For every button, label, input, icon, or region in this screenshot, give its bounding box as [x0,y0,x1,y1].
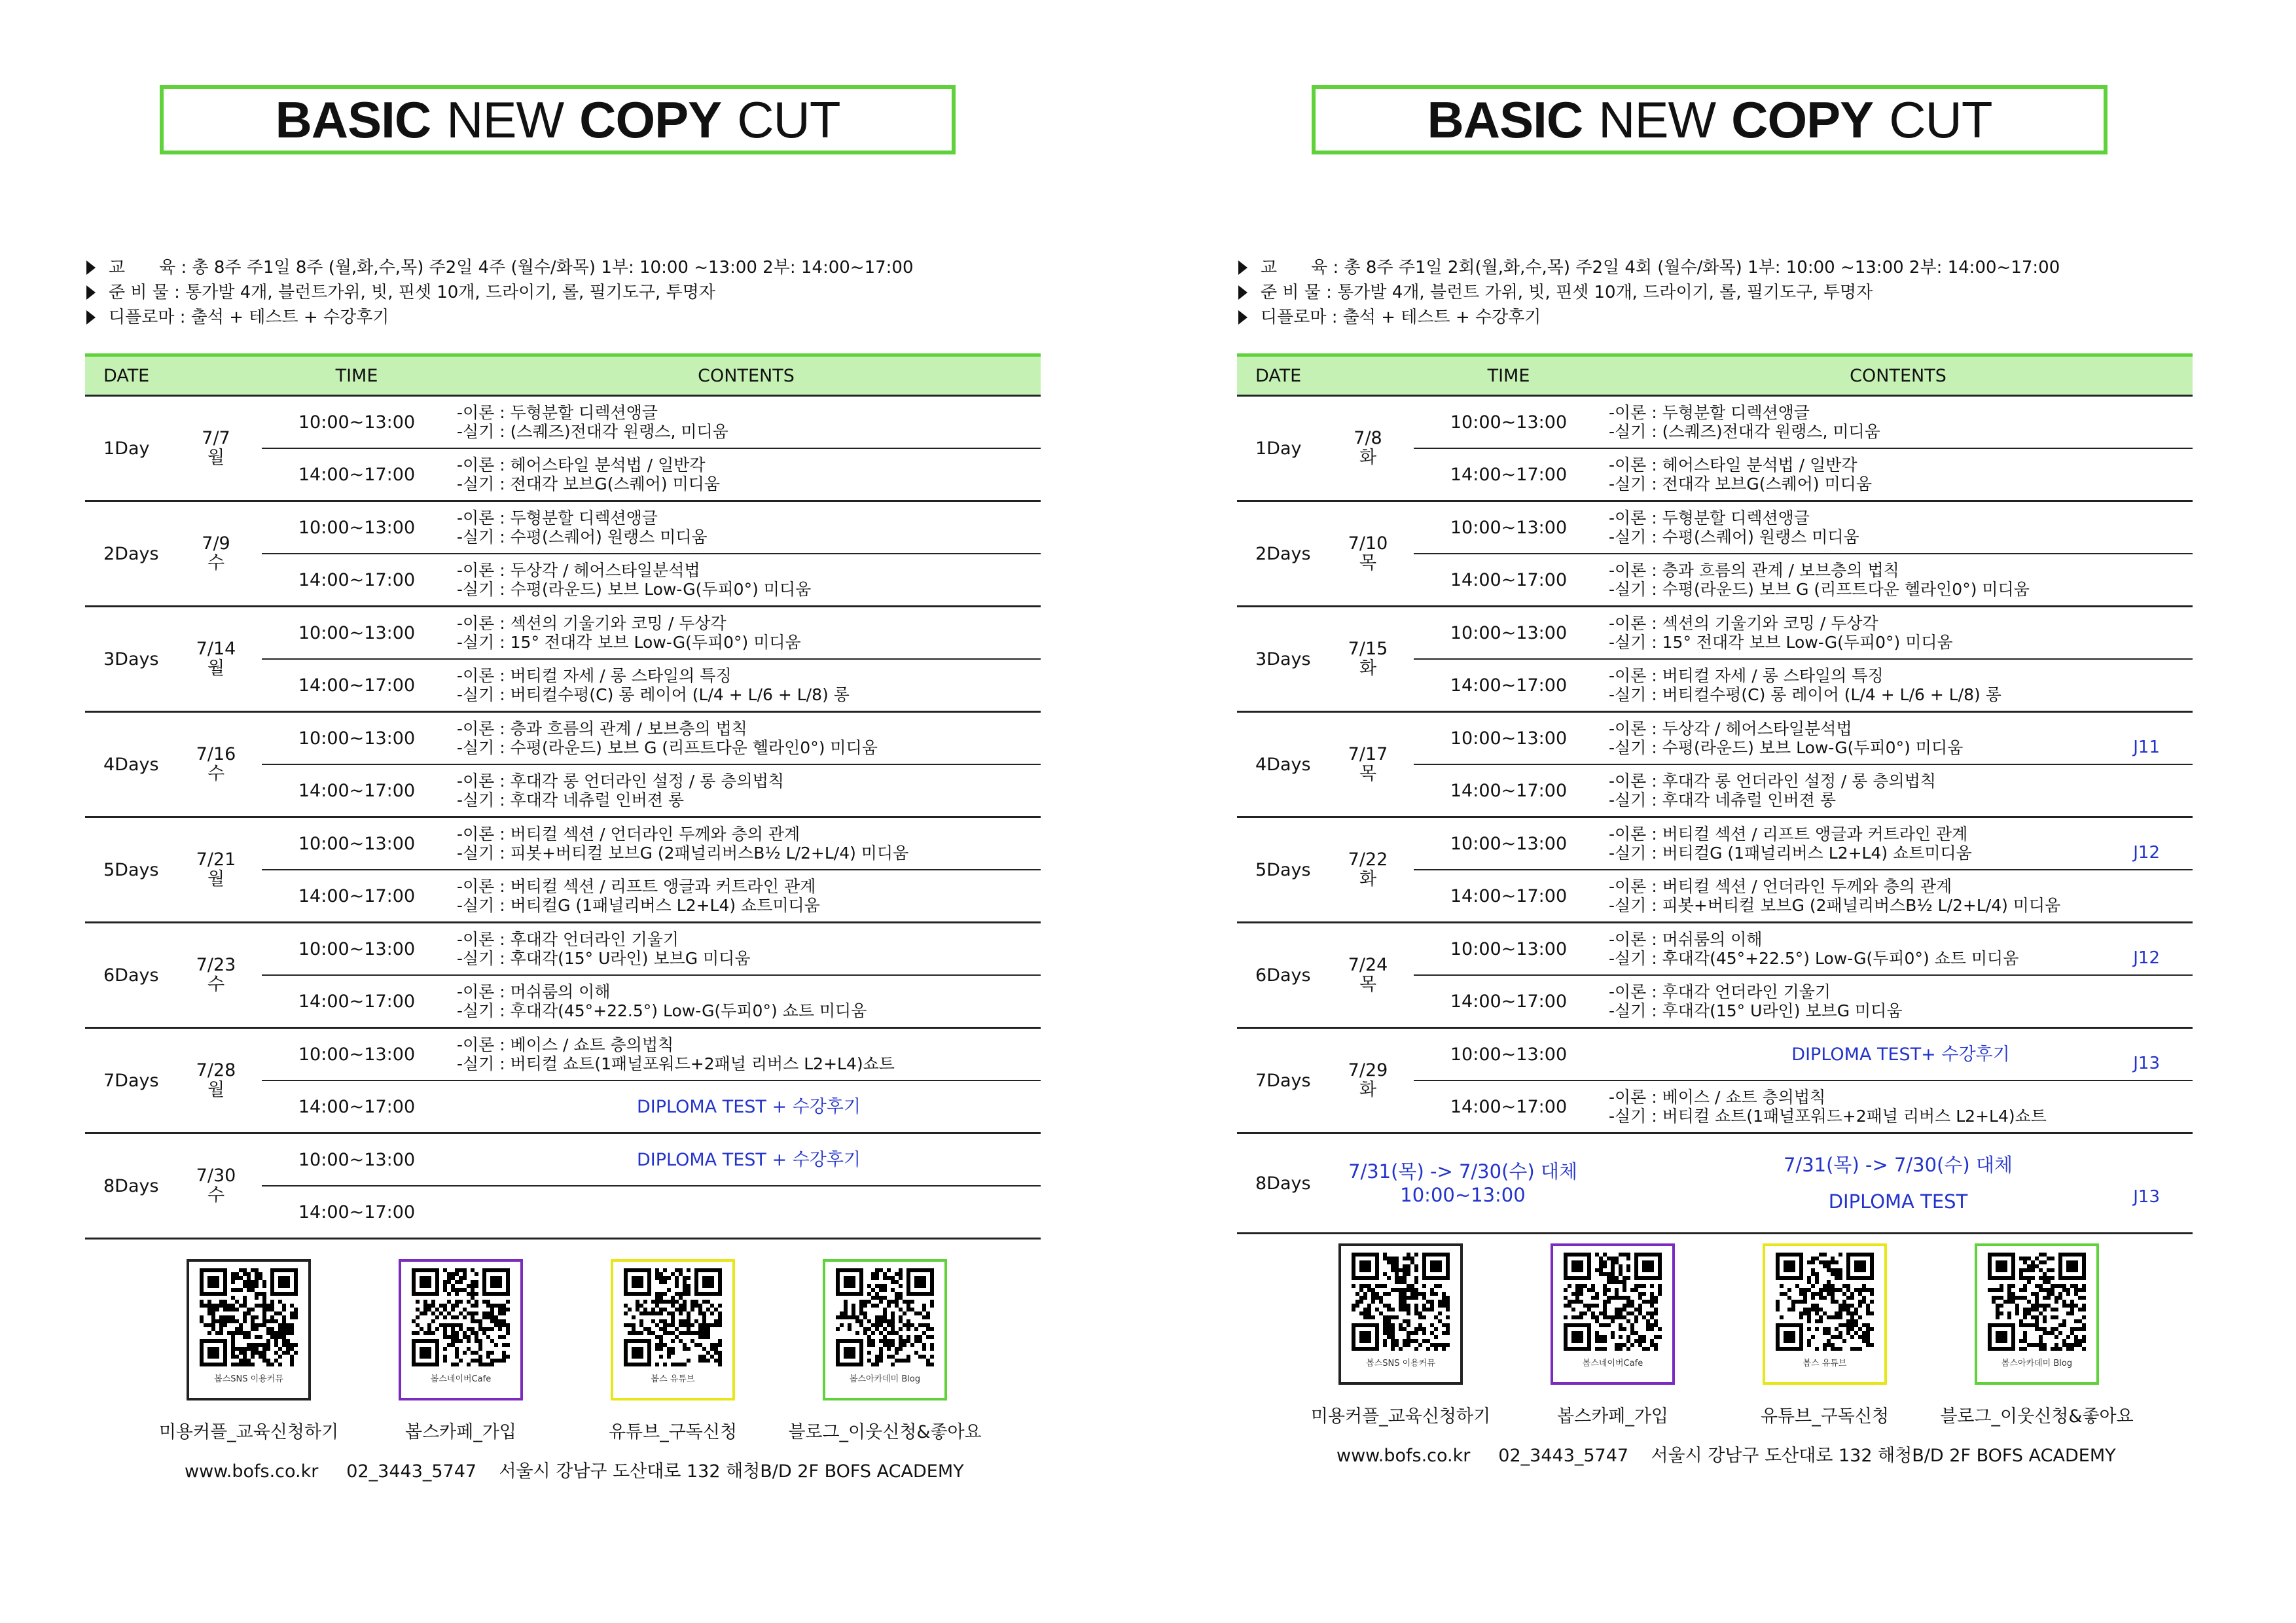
date-cell [170,1028,262,1133]
date-cell [1322,396,1414,501]
title-word-new: NEW [446,90,564,149]
day-label: 5Days [85,817,170,923]
day-label: 6Days [1237,923,1322,1028]
content-practice: -실기 : 후대각(15° U라인) 보브G 미디움 [457,949,751,968]
qr-caption: 봅스아카데미 Blog [2001,1359,2073,1368]
date-value: 7/23 [196,955,236,975]
time-slot-2: 14:00~17:00 [262,448,452,501]
content-practice: -실기 : 후대각 네츄럴 인버젼 롱 [457,791,684,810]
content-theory: -이론 : 베이스 / 쇼트 층의법칙 [457,1035,674,1054]
time-slot-2: 14:00~17:00 [262,870,452,923]
info-schedule: 교 육 : 총 8주 주1일 2회(월,화,수,목) 주2일 4회 (월수/화목) 1부: 10:00 ~13:00 2부: 14:00~17:00 [1261,258,2060,277]
date-value: 7/22 [1348,849,1388,870]
content-theory: -이론 : 버티컬 섹션 / 리프트 앵글과 커트라인 관계 [457,877,816,896]
qr-code-frame[interactable] [611,1259,735,1400]
day-label: 7Days [1237,1028,1322,1133]
substitute-date-cell [1322,1133,1604,1234]
day-label: 6Days [85,923,170,1028]
qr-code-icon[interactable] [1352,1253,1450,1351]
content-theory: -이론 : 후대각 언더라인 기울기 [457,930,679,949]
qr-item[interactable] [355,1259,567,1443]
weekday: 화 [1359,448,1377,468]
date-cell [170,923,262,1028]
date-cell [1322,923,1414,1028]
footer [1336,1441,2116,1467]
qr-label[interactable]: 유튜브_구독신청 [1760,1406,1890,1427]
qr-code-frame[interactable] [399,1259,523,1400]
content-practice: -실기 : 피봇+버티컬 보브G (2패널리버스B½ L/2+L/4) 미디움 [457,844,909,863]
time-slot-2: 14:00~17:00 [262,659,452,712]
time-slot-2: 14:00~17:00 [262,1080,452,1133]
time-slot-1: 10:00~13:00 [262,923,452,976]
qr-item[interactable] [567,1259,779,1443]
content-theory: -이론 : 버티컬 자세 / 롱 스타일의 특징 [457,666,732,685]
content-practice: -실기 : (스퀘즈)전대각 원랭스, 미디움 [457,422,728,441]
day-row-first [85,607,1041,660]
date-cell [1322,712,1414,817]
triangle-bullet-icon [86,285,96,300]
time-slot-2: 14:00~17:00 [1414,659,1604,712]
info-materials: 준 비 물 : 통가발 4개, 블런트 가위, 빗, 핀셋 10개, 드라이기, 롤, 필기도구, 투명자 [1261,283,1873,302]
contents-slot-1 [452,396,1041,449]
contents-slot-2 [1604,554,2193,607]
day-row-first [85,1133,1041,1186]
info-materials: 준 비 물 : 통가발 4개, 블런트가위, 빗, 핀셋 10개, 드라이기, 롤, 필기도구, 투명자 [109,283,715,302]
qr-code-icon[interactable] [200,1268,298,1366]
date-cell [170,712,262,817]
day-label: 2Days [1237,501,1322,607]
contents-slot-1 [1604,501,2193,554]
content-theory: -이론 : 머쉬룸의 이해 [1609,930,1763,949]
class-code-tag: J13 [2133,1187,2160,1207]
content-practice: -실기 : 버티컬G (1패널리버스 L2+L4) 쇼트미디움 [457,896,820,915]
qr-code-icon[interactable] [1988,1253,2086,1351]
day-label: 2Days [85,501,170,607]
header-contents: CONTENTS [452,355,1041,396]
weekday: 월 [207,869,225,889]
day-label: 1Day [1237,396,1322,501]
info-diploma: 디플로마 : 출석 + 테스트 + 수강후기 [1261,308,1541,327]
class-code-tag: J13 [2133,1054,2160,1073]
date-cell [1322,607,1414,712]
content-practice: -실기 : 전대각 보브G(스퀘어) 미디움 [1609,474,1873,493]
day-row-first [1237,396,2193,449]
date-value: 7/17 [1348,744,1388,764]
contents-slot-2 [1604,764,2193,817]
qr-code-icon[interactable] [1776,1253,1874,1351]
content-practice: -실기 : 수평(라운드) 보브 Low-G(두피0°) 미디움 [1609,738,1964,757]
date-value: 7/24 [1348,955,1388,975]
content-practice: -실기 : 15° 전대각 보브 Low-G(두피0°) 미디움 [457,633,801,652]
weekday: 수 [207,553,225,573]
weekday: 화 [1359,1080,1377,1100]
course-info [86,255,914,330]
time-slot-1: 10:00~13:00 [262,1133,452,1186]
content-practice: -실기 : 후대각(15° U라인) 보브G 미디움 [1609,1001,1903,1020]
contents-slot-2 [1604,870,2193,923]
qr-code-icon[interactable] [1564,1253,1662,1351]
qr-code-icon[interactable] [624,1268,722,1366]
qr-row [143,1259,991,1443]
day-row-first [85,501,1041,554]
time-slot-2: 14:00~17:00 [262,1186,452,1239]
substitute-time: 10:00~13:00 [1400,1184,1526,1206]
day-label: 1Day [85,396,170,501]
day-row-first [85,712,1041,765]
qr-caption: 봅스네이버Cafe [1582,1359,1643,1368]
qr-row [1295,1243,2143,1427]
content-practice: -실기 : 후대각(45°+22.5°) Low-G(두피0°) 쇼트 미디움 [457,1001,867,1020]
content-theory: -이론 : 두형분할 디렉션앵글 [1609,403,1810,422]
class-code-tag: J12 [2133,948,2160,968]
content-practice: -실기 : 후대각 네츄럴 인버젼 롱 [1609,791,1836,810]
qr-code-frame[interactable] [1763,1243,1887,1385]
content-practice: -실기 : 15° 전대각 보브 Low-G(두피0°) 미디움 [1609,633,1953,652]
contents-slot-2 [1604,975,2193,1028]
contents-slot-1 [452,1133,1041,1186]
contents-slot-2 [452,870,1041,923]
time-slot-2: 14:00~17:00 [1414,764,1604,817]
diploma-test-text: DIPLOMA TEST [1828,1190,1968,1213]
weekday: 월 [207,1080,225,1100]
time-slot-1: 10:00~13:00 [1414,607,1604,660]
day-row-first [1237,607,2193,660]
contents-slot-1 [1604,607,2193,660]
time-slot-1: 10:00~13:00 [262,1028,452,1081]
title-word-new: NEW [1598,90,1716,149]
content-practice: -실기 : 버티컬수평(C) 롱 레이어 (L/4 + L/6 + L/8) 롱 [457,685,850,704]
page-title [1312,85,2108,154]
qr-code-frame[interactable] [1551,1243,1675,1385]
qr-code-icon[interactable] [836,1268,934,1366]
content-practice: -실기 : 버티컬 쇼트(1패널포워드+2패널 리버스 L2+L4)쇼트 [1609,1107,2047,1126]
weekday: 수 [207,764,225,784]
contents-slot-2 [452,448,1041,501]
contents-slot-1 [452,712,1041,765]
diploma-test-text: DIPLOMA TEST+ 수강후기 [1791,1044,2010,1065]
contents-slot-1 [452,1028,1041,1081]
date-cell [1322,1028,1414,1133]
day-row-special [1237,1133,2193,1234]
content-theory: -이론 : 후대각 롱 언더라인 설정 / 롱 층의법칙 [1609,772,1936,791]
qr-caption: 봅스 유튜브 [651,1374,695,1384]
qr-label[interactable]: 유튜브_구독신청 [608,1422,738,1442]
contents-slot-2 [452,975,1041,1028]
content-theory: -이론 : 베이스 / 쇼트 층의법칙 [1609,1088,1826,1107]
time-slot-2: 14:00~17:00 [1414,554,1604,607]
contents-slot-1 [452,817,1041,870]
time-slot-1: 10:00~13:00 [1414,712,1604,765]
substitute-contents [1604,1133,2193,1234]
content-practice: -실기 : 버티컬수평(C) 롱 레이어 (L/4 + L/6 + L/8) 롱 [1609,685,2001,704]
weekday: 목 [1359,974,1377,995]
time-slot-1: 10:00~13:00 [1414,817,1604,870]
content-theory: -이론 : 헤어스타일 분석법 / 일반각 [457,455,706,474]
date-cell [1322,817,1414,923]
time-slot-2: 14:00~17:00 [1414,1080,1604,1133]
weekday: 화 [1359,869,1377,889]
header-date: DATE [1237,355,1322,396]
time-slot-2: 14:00~17:00 [262,975,452,1028]
triangle-bullet-icon [1238,310,1247,325]
weekday: 월 [207,448,225,468]
date-cell [170,817,262,923]
content-practice: -실기 : 버티컬G (1패널리버스 L2+L4) 쇼트미디움 [1609,844,1972,863]
contents-slot-2 [1604,659,2193,712]
contents-slot-1 [1604,923,2193,976]
qr-caption: 봅스SNS 이용커뮤 [214,1374,283,1384]
contents-slot-1 [1604,712,2193,765]
time-slot-1: 10:00~13:00 [1414,923,1604,976]
title-word-basic: BASIC [275,90,431,149]
day-row-first [85,923,1041,976]
day-row-first [85,1028,1041,1081]
page-title [160,85,956,154]
date-cell [170,607,262,712]
content-theory: -이론 : 버티컬 섹션 / 언더라인 두께와 층의 관계 [1609,877,1952,896]
triangle-bullet-icon [1238,285,1247,300]
contents-slot-1 [1604,1028,2193,1081]
content-theory: -이론 : 두상각 / 헤어스타일분석법 [1609,719,1852,738]
content-theory: -이론 : 후대각 언더라인 기울기 [1609,982,1831,1001]
time-slot-2: 14:00~17:00 [1414,975,1604,1028]
class-code-tag: J12 [2133,843,2160,863]
footer [185,1457,964,1482]
time-slot-1: 10:00~13:00 [262,712,452,765]
title-word-copy: COPY [579,90,722,149]
qr-caption: 봅스네이버Cafe [430,1374,492,1384]
info-schedule: 교 육 : 총 8주 주1일 8주 (월,화,수,목) 주2일 4주 (월수/화목) 1부: 10:00 ~13:00 2부: 14:00~17:00 [109,258,914,277]
time-slot-1: 10:00~13:00 [1414,396,1604,449]
day-row-first [1237,501,2193,554]
header-contents: CONTENTS [1604,355,2193,396]
day-label: 4Days [85,712,170,817]
qr-label[interactable]: 봅스카페_가입 [405,1422,516,1442]
qr-label[interactable]: 봅스카페_가입 [1557,1406,1668,1427]
content-practice: -실기 : 후대각(45°+22.5°) Low-G(두피0°) 쇼트 미디움 [1609,949,2019,968]
time-slot-2: 14:00~17:00 [262,554,452,607]
footer-phone: 02_3443_5747 [1498,1446,1629,1466]
content-theory: -이론 : 층과 흐름의 관계 / 보브층의 법칙 [457,719,747,738]
date-value: 7/29 [1348,1060,1388,1080]
weekday: 목 [1359,764,1377,784]
weekday: 수 [207,1185,225,1205]
qr-code-frame[interactable] [187,1259,311,1400]
qr-item[interactable] [779,1259,991,1443]
qr-label[interactable]: 미용커플_교육신청하기 [1310,1406,1491,1427]
date-cell [170,396,262,501]
content-theory: -이론 : 층과 흐름의 관계 / 보브층의 법칙 [1609,561,1899,580]
triangle-bullet-icon [1238,260,1247,275]
qr-label[interactable]: 미용커플_교육신청하기 [158,1422,339,1442]
diploma-test-text: DIPLOMA TEST + 수강후기 [636,1096,861,1117]
contents-slot-2 [452,1186,1041,1239]
contents-slot-1 [1604,396,2193,449]
content-theory: -이론 : 두형분할 디렉션앵글 [1609,508,1810,527]
date-value: 7/8 [1354,428,1382,448]
date-value: 7/10 [1348,533,1388,554]
contents-slot-2 [452,659,1041,712]
footer-website[interactable]: www.bofs.co.kr [1336,1446,1471,1466]
content-practice: -실기 : 수평(라운드) 보브 Low-G(두피0°) 미디움 [457,580,812,599]
date-cell [1322,501,1414,607]
footer-address: 서울시 강남구 도산대로 132 해청B/D 2F BOFS ACADEMY [1651,1446,2116,1466]
qr-item[interactable] [143,1259,355,1443]
footer-address: 서울시 강남구 도산대로 132 해청B/D 2F BOFS ACADEMY [499,1461,964,1482]
header-date: DATE [85,355,170,396]
content-theory: -이론 : 두형분할 디렉션앵글 [457,403,658,422]
info-diploma: 디플로마 : 출석 + 테스트 + 수강후기 [109,308,389,327]
title-word-basic: BASIC [1427,90,1583,149]
contents-slot-2 [452,764,1041,817]
content-theory: -이론 : 후대각 롱 언더라인 설정 / 롱 층의법칙 [457,772,784,791]
content-theory: -이론 : 헤어스타일 분석법 / 일반각 [1609,455,1857,474]
qr-item[interactable] [1507,1243,1719,1427]
contents-slot-2 [1604,1080,2193,1133]
contents-slot-1 [1604,817,2193,870]
qr-code-icon[interactable] [412,1268,510,1366]
contents-slot-2 [452,554,1041,607]
qr-label[interactable]: 블로그_이웃신청&좋아요 [788,1422,982,1442]
qr-caption: 봅스SNS 이용커뮤 [1366,1359,1435,1368]
content-practice: -실기 : 피봇+버티컬 보브G (2패널리버스B½ L/2+L/4) 미디움 [1609,896,2061,915]
date-value: 7/21 [196,849,236,870]
day-row-first [85,817,1041,870]
contents-slot-1 [452,501,1041,554]
day-row-first [1237,1028,2193,1081]
schedule-table [85,353,1041,1240]
triangle-bullet-icon [86,310,96,325]
day-row-first [85,396,1041,449]
content-practice: -실기 : 전대각 보브G(스퀘어) 미디움 [457,474,721,493]
day-label: 3Days [1237,607,1322,712]
date-value: 7/15 [1348,639,1388,659]
content-practice: -실기 : 버티컬 쇼트(1패널포워드+2패널 리버스 L2+L4)쇼트 [457,1054,895,1073]
day-label: 8Days [1237,1133,1322,1234]
triangle-bullet-icon [86,260,96,275]
footer-phone: 02_3443_5747 [346,1461,477,1482]
weekday: 목 [1359,553,1377,573]
substitute-date-note: 7/31(목) -> 7/30(수) 대체 [1348,1160,1577,1183]
date-value: 7/14 [196,639,236,659]
contents-slot-1 [452,607,1041,660]
content-theory: -이론 : 두형분할 디렉션앵글 [457,508,658,527]
content-practice: -실기 : 수평(스퀘어) 원랭스 미디움 [457,527,708,546]
time-slot-1: 10:00~13:00 [1414,1028,1604,1081]
title-word-cut: CUT [737,90,840,149]
time-slot-1: 10:00~13:00 [262,396,452,449]
schedule-table [1237,353,2193,1234]
contents-slot-1 [452,923,1041,976]
title-word-copy: COPY [1731,90,1874,149]
content-theory: -이론 : 버티컬 섹션 / 리프트 앵글과 커트라인 관계 [1609,825,1968,844]
diploma-test-text: DIPLOMA TEST + 수강후기 [636,1149,861,1170]
time-slot-2: 14:00~17:00 [1414,448,1604,501]
content-practice: -실기 : 수평(라운드) 보브 G (리프트다운 헬라인0°) 미디움 [1609,580,2030,599]
content-theory: -이론 : 버티컬 섹션 / 언더라인 두께와 층의 관계 [457,825,800,844]
content-practice: -실기 : 수평(스퀘어) 원랭스 미디움 [1609,527,1859,546]
content-theory: -이론 : 두상각 / 헤어스타일분석법 [457,561,700,580]
day-label: 7Days [85,1028,170,1133]
time-slot-1: 10:00~13:00 [262,501,452,554]
content-practice: -실기 : 수평(라운드) 보브 G (리프트다운 헬라인0°) 미디움 [457,738,878,757]
date-cell [170,1133,262,1239]
day-label: 8Days [85,1133,170,1239]
time-slot-1: 10:00~13:00 [262,817,452,870]
header-time: TIME [262,355,452,396]
weekday: 월 [207,658,225,679]
date-value: 7/16 [196,744,236,764]
left-panel [0,0,995,1623]
date-value: 7/28 [196,1060,236,1080]
qr-item[interactable] [1931,1243,2143,1427]
content-theory: -이론 : 섹션의 기울기와 코밍 / 두상각 [1609,614,1878,633]
time-slot-2: 14:00~17:00 [1414,870,1604,923]
content-theory: -이론 : 섹션의 기울기와 코밍 / 두상각 [457,614,726,633]
day-label: 5Days [1237,817,1322,923]
qr-code-frame[interactable] [823,1259,947,1400]
qr-code-frame[interactable] [1975,1243,2099,1385]
contents-slot-2 [1604,448,2193,501]
footer-website[interactable]: www.bofs.co.kr [185,1461,319,1482]
substitute-date-note: 7/31(목) -> 7/30(수) 대체 [1784,1154,2013,1176]
course-info [1238,255,2060,330]
day-row-first [1237,712,2193,765]
header-time: TIME [1414,355,1604,396]
title-word-cut: CUT [1889,90,1992,149]
content-practice: -실기 : (스퀘즈)전대각 원랭스, 미디움 [1609,422,1880,441]
date-value: 7/7 [202,428,230,448]
right-panel [1152,0,2160,1623]
time-slot-1: 10:00~13:00 [262,607,452,660]
class-code-tag: J11 [2133,738,2160,757]
content-theory: -이론 : 머쉬룸의 이해 [457,982,611,1001]
day-label: 4Days [1237,712,1322,817]
day-row-first [1237,817,2193,870]
time-slot-2: 14:00~17:00 [262,764,452,817]
date-value: 7/9 [202,533,230,554]
qr-item[interactable] [1295,1243,1507,1427]
date-cell [170,501,262,607]
qr-item[interactable] [1719,1243,1931,1427]
day-row-first [1237,923,2193,976]
qr-caption: 봅스 유튜브 [1803,1359,1847,1368]
contents-slot-2 [452,1080,1041,1133]
qr-label[interactable]: 블로그_이웃신청&좋아요 [1940,1406,2134,1427]
day-label: 3Days [85,607,170,712]
qr-code-frame[interactable] [1338,1243,1463,1385]
weekday: 수 [207,974,225,995]
qr-caption: 봅스아카데미 Blog [849,1374,921,1384]
time-slot-1: 10:00~13:00 [1414,501,1604,554]
weekday: 화 [1359,658,1377,679]
date-value: 7/30 [196,1166,236,1186]
content-theory: -이론 : 버티컬 자세 / 롱 스타일의 특징 [1609,666,1884,685]
